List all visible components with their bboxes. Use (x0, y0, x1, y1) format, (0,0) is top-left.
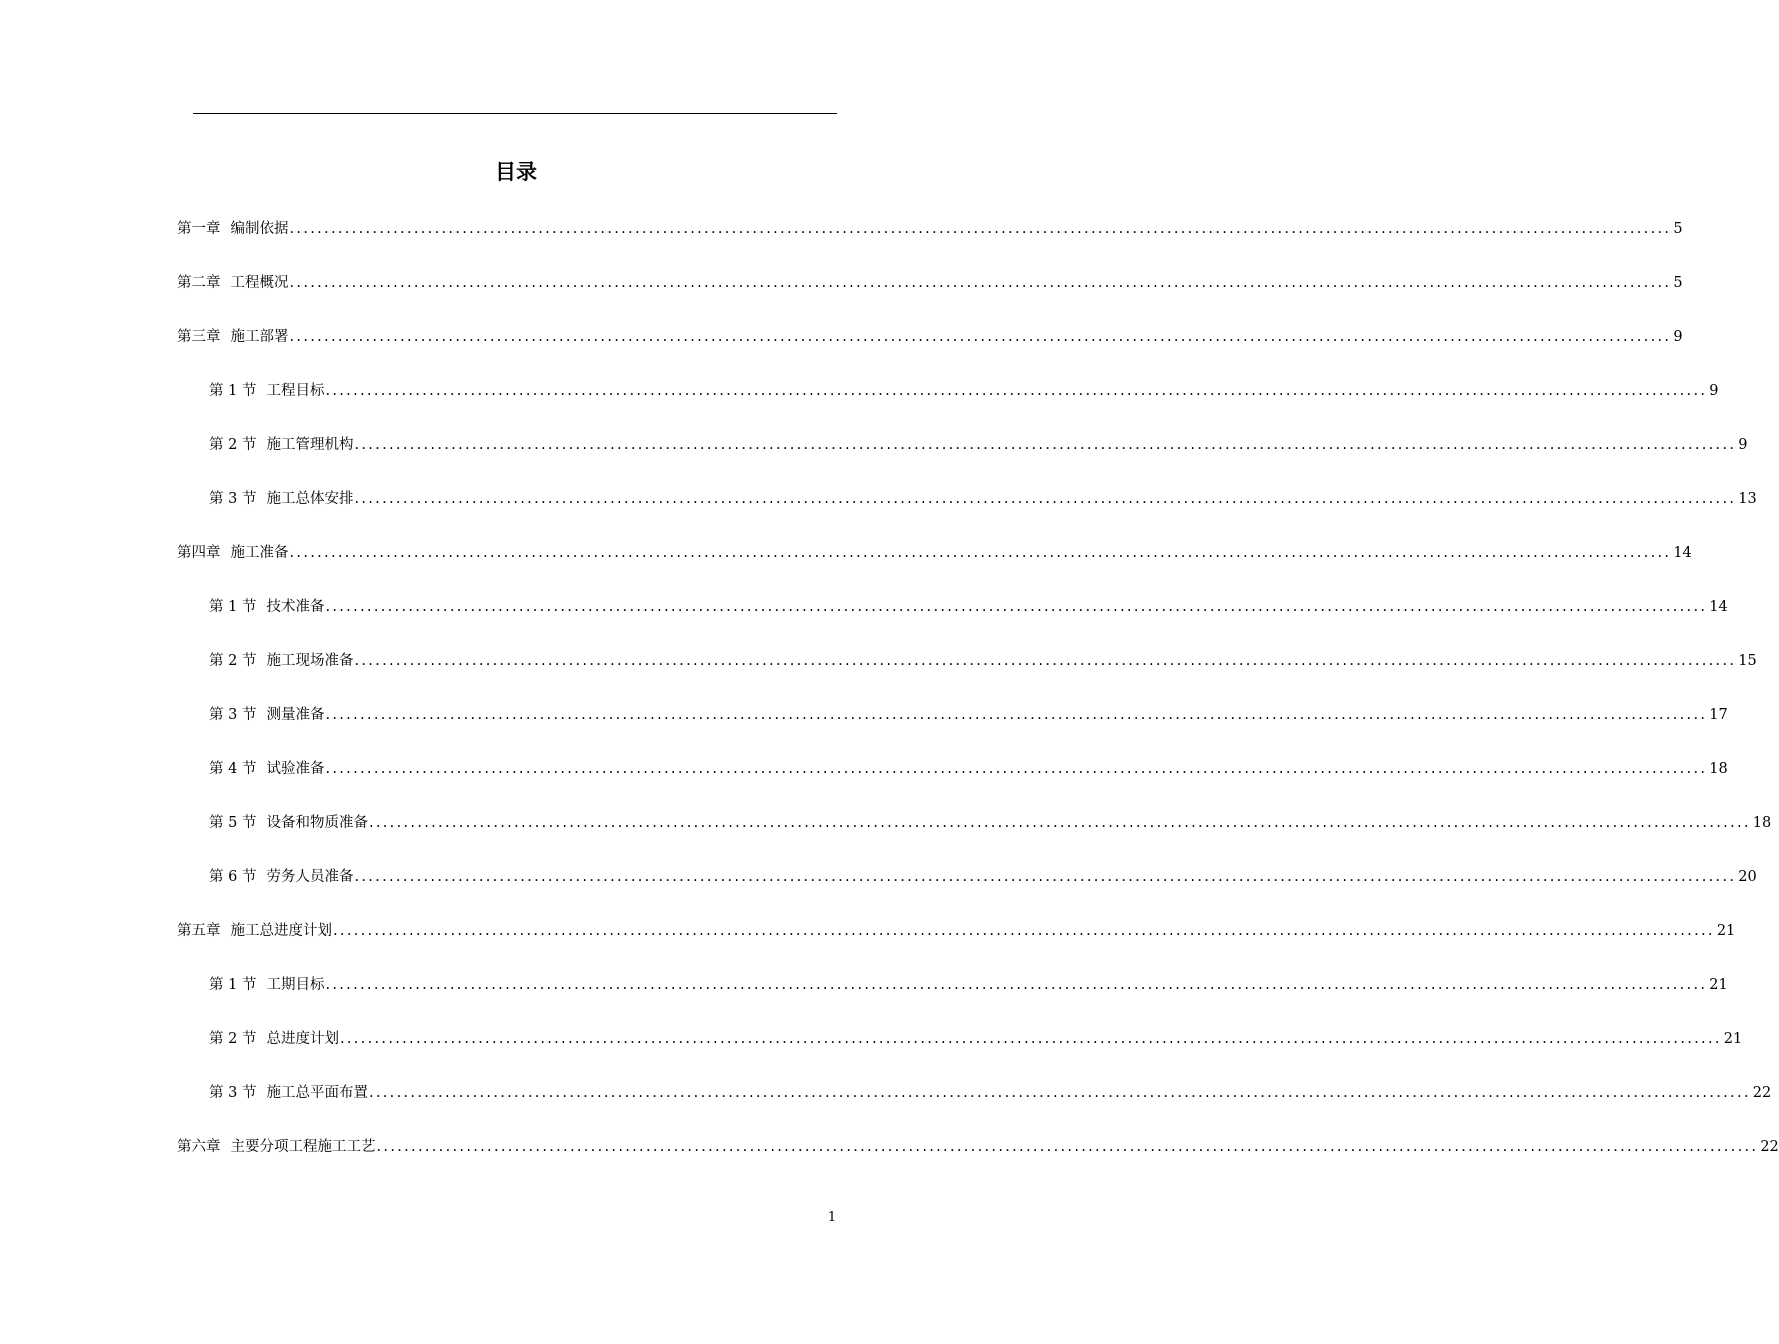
toc-entry[interactable] (0, 917, 1736, 971)
toc-entry-page: 22 (1752, 1085, 1772, 1101)
toc-entry-label: 施工准备 (230, 545, 289, 561)
toc-entry-label: 施工总平面布置 (266, 1085, 368, 1101)
toc-entry-label: 劳务人员准备 (266, 869, 354, 885)
toc-entry-page: 21 (1709, 977, 1728, 993)
toc-dot-leader: ........................................................................................................................................................................................................ (354, 869, 1737, 885)
toc-entry[interactable] (0, 593, 1728, 647)
toc-entry[interactable] (0, 1025, 1743, 1079)
toc-entry-page: 13 (1738, 491, 1757, 507)
toc-entry-page: 21 (1723, 1031, 1743, 1047)
toc-entry-number: 第 1 节 (209, 599, 257, 615)
toc-entry-number: 第 1 节 (209, 977, 257, 993)
toc-entry-page: 22 (1760, 1139, 1779, 1155)
toc-dot-leader: ........................................................................................................................................................................................................ (325, 761, 1708, 777)
toc-dot-leader: ........................................................................................................................................................................................................ (376, 1139, 1759, 1155)
toc-entry-row (209, 755, 1728, 783)
toc-entry-label: 施工总体安排 (266, 491, 354, 507)
toc-dot-leader: ........................................................................................................................................................................................................ (354, 491, 1737, 507)
toc-entry[interactable] (0, 701, 1728, 755)
toc-entry[interactable] (0, 1079, 1772, 1133)
toc-entry-page: 5 (1673, 221, 1683, 237)
toc-entry-page: 9 (1709, 383, 1719, 399)
toc-entry[interactable] (0, 647, 1757, 701)
toc-entry-label: 测量准备 (266, 707, 325, 723)
toc-entry-number: 第六章 (177, 1139, 221, 1155)
toc-entry-row (209, 701, 1728, 729)
toc-dot-leader: ........................................................................................................................................................................................................ (289, 275, 1672, 291)
toc-entry-label: 施工管理机构 (266, 437, 354, 453)
toc-entry-label: 工期目标 (266, 977, 325, 993)
toc-entry-page: 9 (1673, 329, 1683, 345)
toc-entry-label: 施工现场准备 (266, 653, 354, 669)
toc-entry-page: 17 (1709, 707, 1728, 723)
toc-entry-number: 第 4 节 (209, 761, 257, 777)
toc-entry[interactable] (0, 485, 1757, 539)
toc-entry[interactable] (0, 1133, 1779, 1187)
toc-entry-page: 20 (1738, 869, 1757, 885)
header-rule (193, 113, 837, 114)
toc-entry-number: 第 5 节 (209, 815, 257, 831)
toc-entry-page: 21 (1716, 923, 1736, 939)
toc-entry-label: 工程目标 (266, 383, 325, 399)
page-number: 1 (827, 1210, 837, 1225)
toc-entry-row (209, 863, 1757, 891)
toc-entry-label: 设备和物质准备 (266, 815, 368, 831)
toc-entry[interactable] (0, 215, 1683, 269)
toc-entry-row (177, 269, 1683, 297)
toc-entry-row (209, 593, 1728, 621)
toc-dot-leader: ........................................................................................................................................................................................................ (325, 977, 1708, 993)
toc-entry[interactable] (0, 431, 1748, 485)
toc-entry-page: 14 (1709, 599, 1728, 615)
toc-entry-page: 14 (1673, 545, 1692, 561)
toc-entry-number: 第 1 节 (209, 383, 257, 399)
toc-entry-page: 9 (1738, 437, 1748, 453)
toc-list (0, 215, 1779, 1187)
toc-entry-row (209, 647, 1757, 675)
toc-dot-leader: ........................................................................................................................................................................................................ (289, 221, 1672, 237)
toc-entry-number: 第 3 节 (209, 1085, 257, 1101)
toc-entry[interactable] (0, 863, 1757, 917)
toc-entry[interactable] (0, 323, 1683, 377)
toc-dot-leader: ........................................................................................................................................................................................................ (289, 329, 1672, 345)
toc-entry-number: 第四章 (177, 545, 221, 561)
toc-entry-number: 第 2 节 (209, 437, 257, 453)
toc-entry-number: 第 3 节 (209, 491, 257, 507)
toc-entry-row (177, 215, 1683, 243)
toc-entry-number: 第 6 节 (209, 869, 257, 885)
toc-entry-row (177, 323, 1683, 351)
toc-entry-label: 编制依据 (230, 221, 289, 237)
toc-entry-label: 工程概况 (230, 275, 289, 291)
toc-entry-row (177, 917, 1736, 945)
toc-dot-leader: ........................................................................................................................................................................................................ (325, 383, 1708, 399)
toc-dot-leader: ........................................................................................................................................................................................................ (368, 815, 1751, 831)
toc-entry[interactable] (0, 539, 1692, 593)
toc-entry-number: 第三章 (177, 329, 221, 345)
toc-entry[interactable] (0, 971, 1728, 1025)
toc-entry-row (209, 809, 1772, 837)
toc-entry[interactable] (0, 755, 1728, 809)
toc-entry-label: 总进度计划 (266, 1031, 339, 1047)
toc-entry-number: 第二章 (177, 275, 221, 291)
toc-entry-page: 18 (1752, 815, 1772, 831)
toc-entry-number: 第 2 节 (209, 1031, 257, 1047)
toc-entry-number: 第 2 节 (209, 653, 257, 669)
toc-entry-page: 5 (1673, 275, 1683, 291)
toc-entry-label: 试验准备 (266, 761, 325, 777)
toc-dot-leader: ........................................................................................................................................................................................................ (339, 1031, 1722, 1047)
toc-entry-row (177, 1133, 1779, 1161)
toc-entry-row (209, 431, 1748, 459)
toc-dot-leader: ........................................................................................................................................................................................................ (325, 707, 1708, 723)
toc-entry-page: 18 (1709, 761, 1728, 777)
toc-dot-leader: ........................................................................................................................................................................................................ (354, 437, 1737, 453)
toc-entry[interactable] (0, 377, 1719, 431)
toc-entry-label: 技术准备 (266, 599, 325, 615)
toc-entry-page: 15 (1738, 653, 1757, 669)
toc-entry-label: 主要分项工程施工工艺 (230, 1139, 376, 1155)
toc-entry-row (209, 1079, 1772, 1107)
toc-entry-row (209, 971, 1728, 999)
toc-entry[interactable] (0, 269, 1683, 323)
toc-entry[interactable] (0, 809, 1772, 863)
toc-entry-row (209, 377, 1719, 405)
toc-dot-leader: ........................................................................................................................................................................................................ (354, 653, 1737, 669)
toc-entry-number: 第五章 (177, 923, 221, 939)
toc-dot-leader: ........................................................................................................................................................................................................ (325, 599, 1708, 615)
toc-entry-label: 施工部署 (230, 329, 289, 345)
toc-entry-row (177, 539, 1692, 567)
toc-dot-leader: ........................................................................................................................................................................................................ (289, 545, 1672, 561)
toc-entry-row (209, 485, 1757, 513)
toc-dot-leader: ........................................................................................................................................................................................................ (333, 923, 1715, 939)
toc-entry-number: 第 3 节 (209, 707, 257, 723)
toc-entry-row (209, 1025, 1743, 1053)
toc-dot-leader: ........................................................................................................................................................................................................ (368, 1085, 1751, 1101)
toc-entry-number: 第一章 (177, 221, 221, 237)
toc-title: 目录 (495, 160, 537, 184)
toc-entry-label: 施工总进度计划 (230, 923, 332, 939)
